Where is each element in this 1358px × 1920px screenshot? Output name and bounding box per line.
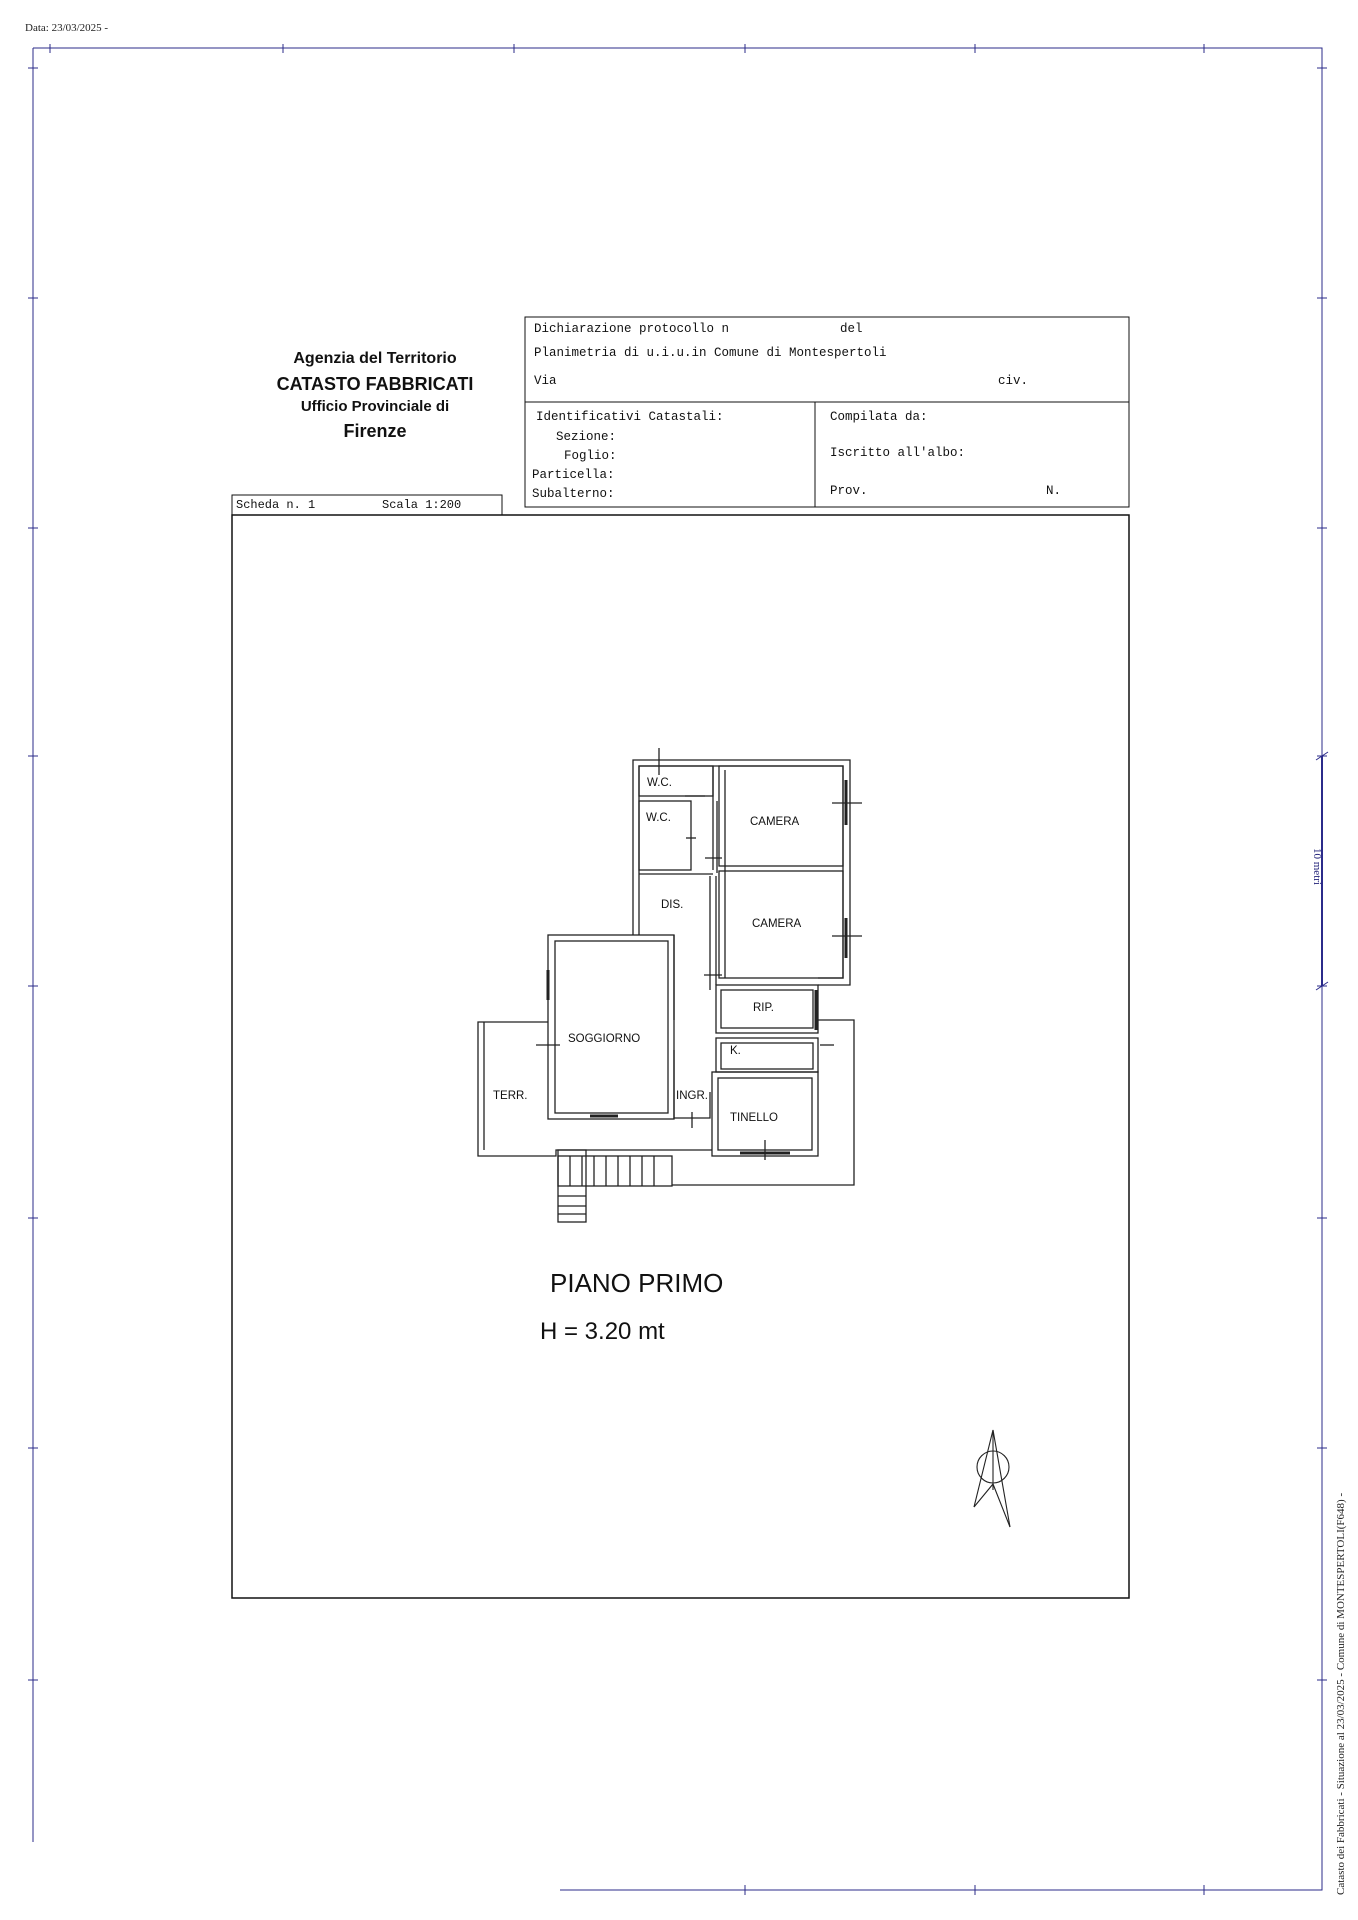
- scheda-label: Scheda n. 1: [236, 498, 316, 512]
- room-ingr: INGR.: [676, 1090, 708, 1102]
- sezione-label: Sezione:: [556, 430, 617, 444]
- n-label: N.: [1046, 484, 1062, 498]
- civ-label: civ.: [998, 374, 1029, 388]
- prov-label: Prov.: [830, 484, 868, 498]
- room-camera-1: CAMERA: [750, 816, 800, 828]
- planimetria-label: Planimetria di u.i.u.in Comune di Montespertoli: [534, 346, 887, 360]
- subalterno-label: Subalterno:: [532, 487, 615, 501]
- agency-name: Agenzia del Territorio: [293, 350, 457, 367]
- room-rip: RIP.: [753, 1002, 774, 1014]
- compilata-label: Compilata da:: [830, 410, 928, 424]
- north-arrow-icon: [974, 1430, 1010, 1527]
- room-soggiorno: SOGGIORNO: [568, 1033, 641, 1045]
- room-terr: TERR.: [493, 1090, 528, 1102]
- room-k: K.: [730, 1045, 741, 1057]
- del-label: del: [840, 322, 863, 336]
- identificativi-title: Identificativi Catastali:: [536, 410, 724, 424]
- foglio-label: Foglio:: [564, 449, 617, 463]
- floor-height: H = 3.20 mt: [540, 1318, 665, 1345]
- agency-catasto: CATASTO FABBRICATI: [276, 374, 474, 394]
- date-stamp: Data: 23/03/2025 -: [25, 22, 109, 34]
- room-camera-2: CAMERA: [752, 918, 802, 930]
- particella-label: Particella:: [532, 468, 615, 482]
- room-tinello: TINELLO: [730, 1112, 778, 1124]
- room-wc-1: W.C.: [647, 777, 672, 789]
- side-caption: Catasto dei Fabbricati - Situazione al 23/03/2025 - Comune di MONTESPERTOLI(F648) -: [1335, 1492, 1347, 1895]
- agency-city: Firenze: [343, 421, 407, 441]
- scale-bar-label: 10 metri: [1311, 848, 1323, 885]
- agency-ufficio: Ufficio Provinciale di: [300, 398, 450, 415]
- iscritto-label: Iscritto all'albo:: [830, 446, 966, 460]
- via-label: Via: [534, 374, 557, 388]
- room-dis: DIS.: [661, 899, 684, 911]
- scala-label: Scala 1:200: [382, 498, 462, 512]
- room-wc-2: W.C.: [646, 812, 671, 824]
- dichiarazione-label: Dichiarazione protocollo n: [534, 322, 730, 336]
- floor-name: PIANO PRIMO: [550, 1268, 724, 1298]
